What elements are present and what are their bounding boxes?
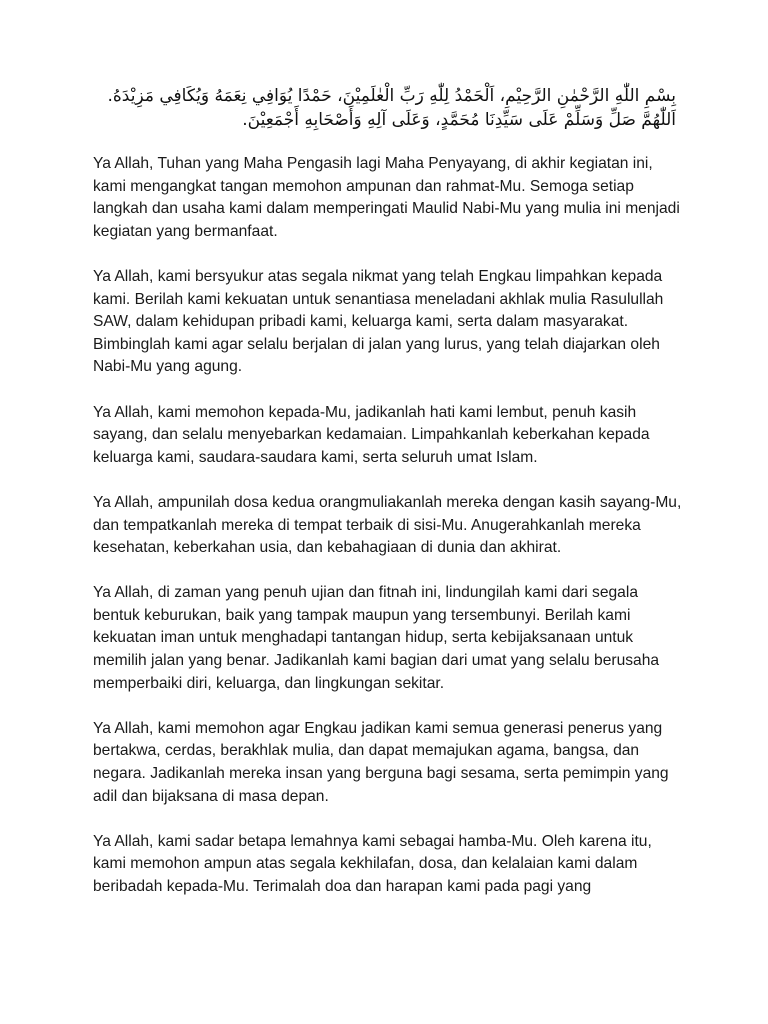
paragraph: Ya Allah, kami sadar betapa lemahnya kami sebagai hamba-Mu. Oleh karena itu, kami memohon ampun atas segala kekhilafan, dosa, dan kelalaian kami dalam beribadah kepada-Mu. Terimalah doa dan harapan kami pada pagi yang <box>93 832 652 895</box>
paragraph: Ya Allah, Tuhan yang Maha Pengasih lagi Maha Penyayang, di akhir kegiatan ini, kami mengangkat tangan memohon ampunan dan rahmat-Mu. Semoga setiap langkah dan usaha kami dalam memperingati Maulid Nabi-Mu yang mulia ini menjadi kegiatan yang bermanfaat. <box>93 155 680 240</box>
paragraph: Ya Allah, di zaman yang penuh ujian dan fitnah ini, lindungilah kami dari segala bentuk keburukan, baik yang tampak maupun yang tersembunyi. Berilah kami kekuatan iman untuk menghadapi tantangan hidup, serta kebijaksanaan untuk memilih jalan yang benar. Jadikanlah kami bagian dari umat yang selalu berusaha memperbaiki diri, keluarga, dan lingkungan sekitar. <box>93 584 660 692</box>
paragraph: Ya Allah, kami memohon kepada-Mu, jadikanlah hati kami lembut, penuh kasih sayang, dan selalu menyebarkan kedamaian. Limpahkanlah keberkahan kepada keluarga kami, saudara-saudara kami, serta seluruh umat Islam. <box>93 403 650 466</box>
opening-prayer-arabic: بِسْمِ اللّٰهِ الرَّحْمٰنِ الرَّحِيْمِ، اَلْحَمْدُ لِلّٰهِ رَبِّ الْعٰلَمِيْنَ، حَمْدًا يُوَافِي نِعَمَهُ وَيُكَافِي مَزِيْدَهُ. اَللّٰهُمَّ صَلِّ وَسَلِّمْ عَلَى سَيِّدِنَا مُحَمَّدٍ، وَعَلَى آلِهِ وَأَصْحَابِهِ أَجْمَعِيْنَ. <box>107 86 676 130</box>
paragraph: Ya Allah, kami memohon agar Engkau jadikan kami semua generasi penerus yang bertakwa, cerdas, berakhlak mulia, dan dapat memajukan agama, bangsa, dan negara. Jadikanlah mereka insan yang berguna bagi sesama, serta pemimpin yang adil dan bijaksana di masa depan. <box>93 719 669 805</box>
paragraph: Ya Allah, kami bersyukur atas segala nikmat yang telah Engkau limpahkan kepada kami. Berilah kami kekuatan untuk senantiasa meneladani akhlak mulia Rasulullah SAW, dalam kehidupan pribadi kami, keluarga kami, serta dalam masyarakat. Bimbinglah kami agar selalu berjalan di jalan yang lurus, yang telah diajarkan oleh Nabi-Mu yang agung. <box>93 267 664 376</box>
paragraph: Ya Allah, ampunilah dosa kedua orangmuliakanlah mereka dengan kasih sayang-Mu, dan tempatkanlah mereka di tempat terbaik di sisi-Mu. Anugerahkanlah mereka kesehatan, keberkahan usia, dan kebahagiaan di dunia dan akhirat. <box>93 493 682 557</box>
prayer-body <box>93 153 683 921</box>
